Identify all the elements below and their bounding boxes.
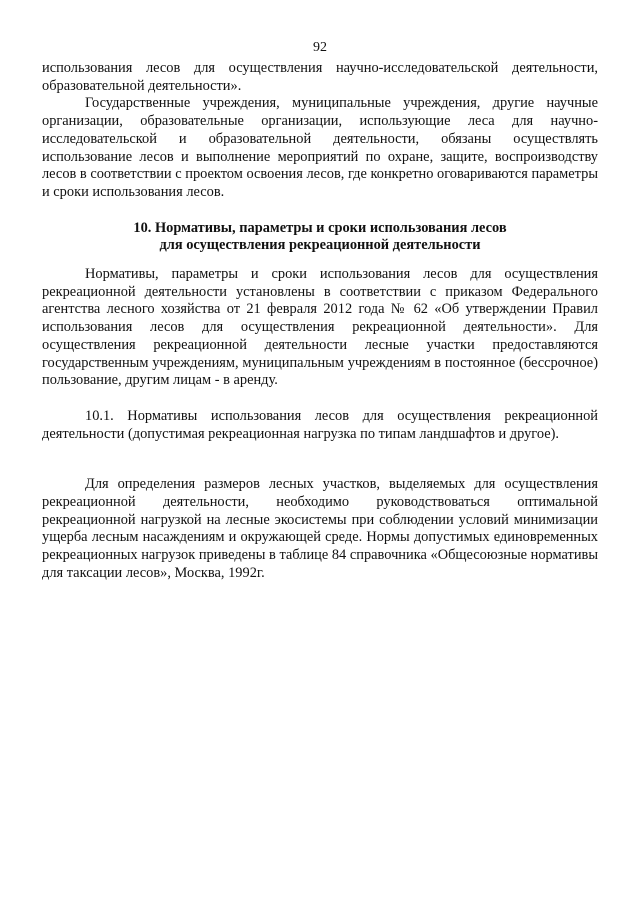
paragraph-recreation-norms: Нормативы, параметры и сроки использования лесов для осуществления рекреационной деятельности установлены в соответствии с приказом Федерального агентства лесного хозяйства от 21 февраля 2012 года № 62 «Об утверждении Правил использования лесов для осуществления рекреационной деятельности». Для осуществления рекреационной деятельности лесные участки предоставляются государственным учреждениям, муниципальным учреждениям в постоянное (бессрочное) пользование, другим лицам - в аренду. xyxy=(42,266,598,389)
document-body xyxy=(42,60,598,583)
section-heading-line-1: 10. Нормативы, параметры и сроки использования лесов xyxy=(133,219,507,236)
section-heading-line-2: для осуществления рекреационной деятельности xyxy=(159,237,481,254)
page-number: 92 xyxy=(313,40,327,55)
paragraph-recreation-load: Для определения размеров лесных участков, выделяемых для осуществления рекреационной деятельности, необходимо руководствоваться оптимальной рекреационной нагрузкой на лесные экосистемы при соблюдении условий минимизации ущерба лесным насаждениям и окружающей среде. Нормы допустимых единовременных рекреационных нагрузок приведены в таблице 84 справочника «Общесоюзные нормативы для таксации лесов», Москва, 1992г. xyxy=(42,476,598,581)
paragraph-subsection-10-1: 10.1. Нормативы использования лесов для осуществления рекреационной деятельности (допустимая рекреационная нагрузка по типам ландшафтов и другое). xyxy=(42,407,598,442)
paragraph-continuation: использования лесов для осуществления научно-исследовательской деятельности, образовательной деятельности». xyxy=(42,60,598,94)
paragraph-state-institutions: Государственные учреждения, муниципальные учреждения, другие научные организации, образовательные организации, использующие леса для научно-исследовательской и образовательной деятельности, обязаны осуществлять использование лесов и выполнение мероприятий по охране, защите, воспроизводству лесов в соответствии с проектом освоения лесов, где конкретно оговариваются параметры и сроки использования лесов. xyxy=(42,95,598,200)
section-heading xyxy=(42,220,598,255)
